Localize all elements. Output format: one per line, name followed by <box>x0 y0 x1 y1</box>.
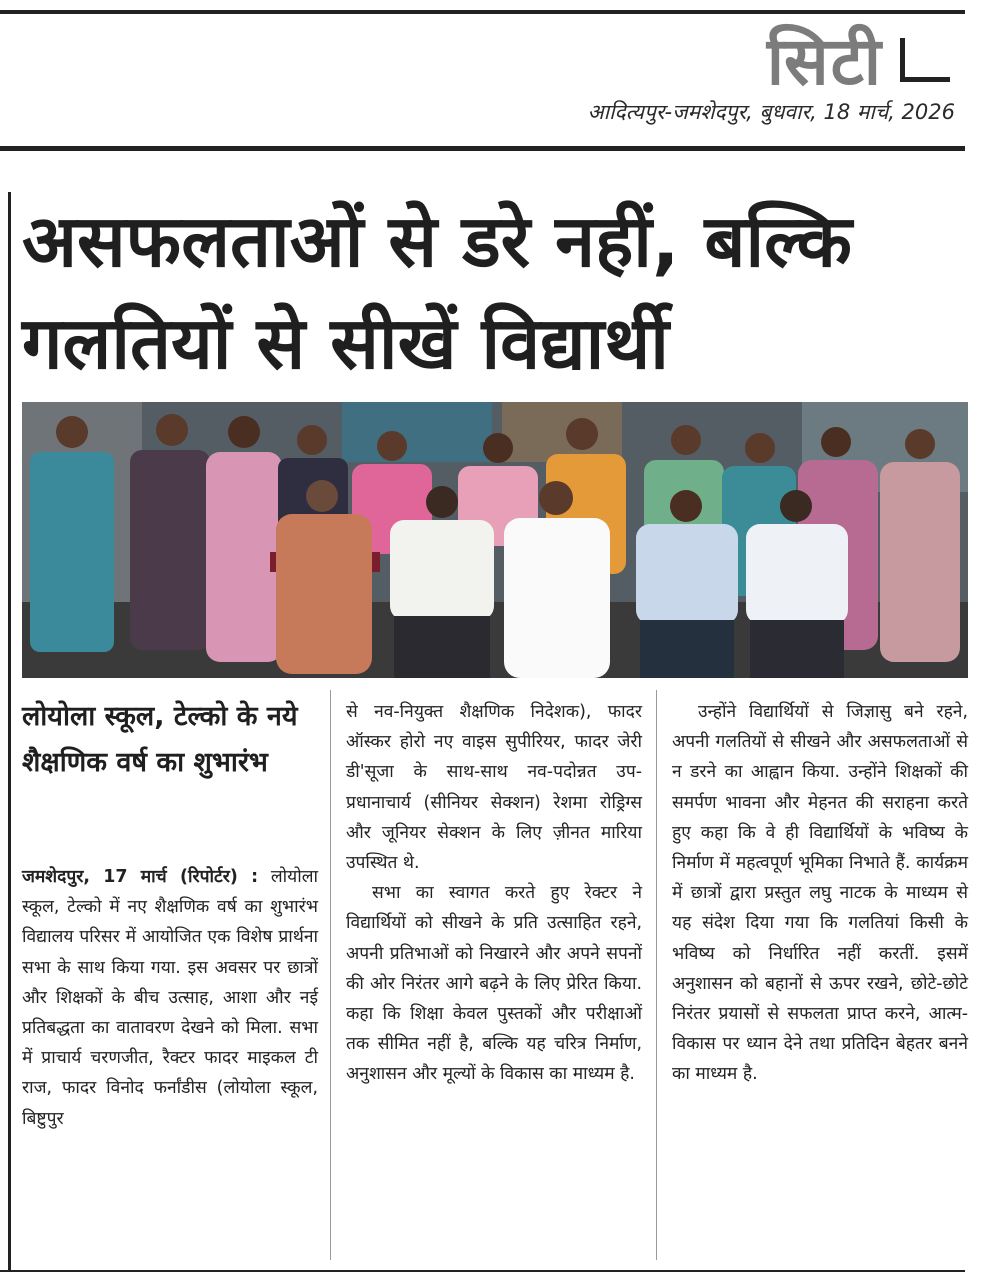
article-column-1 <box>22 862 318 1134</box>
column-divider <box>330 690 331 1260</box>
section-corner-mark <box>900 38 950 82</box>
article-column-2 <box>346 697 642 1090</box>
group-photo <box>22 402 968 678</box>
article-column-3 <box>672 697 968 1090</box>
masthead-bottom-rule <box>0 146 965 151</box>
paragraph: उन्होंने विद्यार्थियों से जिज्ञासु बने रहने, अपनी गलतियों से सीखने और असफलताओं से न डरने का आह्वान किया. उन्होंने शिक्षकों की समर्पण भावना और मेहनत की सराहना करते हुए कहा कि वे ही विद्यार्थियों के भविष्य के निर्माण में महत्वपूर्ण भूमिका निभाते हैं. कार्यक्रम में छात्रों द्वारा प्रस्तुत लघु नाटक के माध्यम से यह संदेश दिया गया कि गलतियां किसी के भविष्य को निर्धारित नहीं करतीं. इसमें अनुशासन को बहानों से ऊपर रखने, छोटे-छोटे निरंतर प्रयासों से सफलता प्राप्त करने, आत्म-विकास पर ध्यान देने तथा प्रतिदिन बेहतर बनने का माध्यम है. <box>672 702 968 1085</box>
dateline: आदित्यपुर-जमशेदपुर, बुधवार, 18 मार्च, 2026 <box>587 100 955 124</box>
paragraph: से नव-नियुक्त शैक्षणिक निदेशक), फादर ऑस्कर होरो नए वाइस सुपीरियर, फादर जेरी डी'सूजा के साथ-साथ नव-पदोन्नत उप-प्रधानाचार्य (सीनियर सेक्शन) रेशमा रोड्रिग्स और जूनियर सेक्शन के लिए ज़ीनत मारिया उपस्थित थे. <box>346 702 642 874</box>
byline: जमशेदपुर, 17 मार्च (रिपोर्टर) : <box>22 867 259 887</box>
subheadline: लोयोला स्कूल, टेल्को के नये शैक्षणिक वर्ष का शुभारंभ <box>22 701 298 778</box>
left-border-rule <box>8 192 11 1270</box>
column-divider <box>656 690 657 1260</box>
group-photo-illustration <box>22 402 968 678</box>
headline: असफलताओं से डरे नहीं, बल्कि गलतियों से सीखें विद्यार्थी <box>22 199 852 385</box>
body-text: लोयोला स्कूल, टेल्को में नए शैक्षणिक वर्ष का शुभारंभ विद्यालय परिसर में आयोजित एक विशेष प्रार्थना सभा के साथ किया गया. इस अवसर पर छात्रों और शिक्षकों के बीच उत्साह, आशा और नई प्रतिबद्धता का वातावरण देखने को मिला. सभा में प्राचार्य चरणजीत, रैक्टर फादर माइकल टी राज, फादर विनोद फर्नांडीस (लोयोला स्कूल, बिष्टुपुर <box>22 867 318 1129</box>
page-bottom-rule <box>0 1270 965 1272</box>
section-name: सिटी <box>766 23 883 100</box>
paragraph: सभा का स्वागत करते हुए रेक्टर ने विद्यार्थियों को सीखने के प्रति उत्साहित रहने, अपनी प्रतिभाओं को निखारने और अपने सपनों की ओर निरंतर आगे बढ़ने के लिए प्रेरित किया. कहा कि शिक्षा केवल पुस्तकों और परीक्षाओं तक सीमित नहीं है, बल्कि यह चरित्र निर्माण, अनुशासन और मूल्यों के विकास का माध्यम है. <box>346 883 642 1085</box>
